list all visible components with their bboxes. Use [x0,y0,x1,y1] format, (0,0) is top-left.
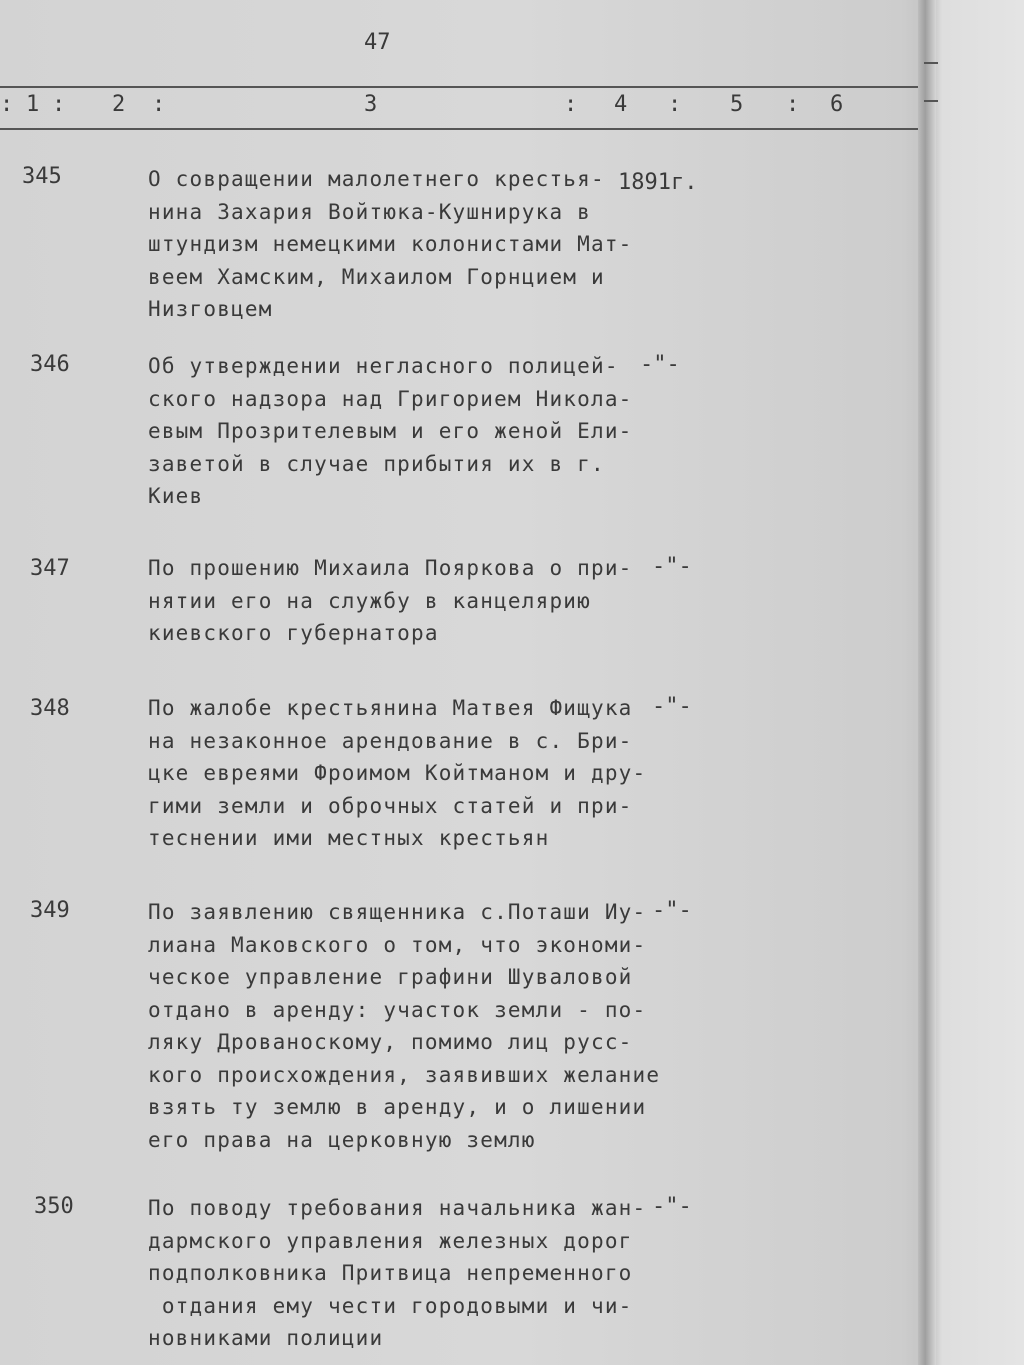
entry-number: 346 [30,352,70,377]
entry-line: Киев [148,484,204,508]
entry-line: гими земли и оброчных статей и при- [148,793,633,818]
entry-line: кого происхождения, заявивших желание [148,1062,661,1087]
col-separator: : [564,92,578,117]
entry-number: 348 [30,696,70,721]
entry-title [148,1192,646,1355]
entry-line: нина Захария Войтюка-Кушнирука в [148,199,591,224]
header-rule-top [0,86,918,88]
entry-number: 350 [34,1194,74,1219]
entry-line: По заявлению священника с.Поташи Иу- [148,900,647,924]
entry-title [148,896,660,1156]
entry-line: веем Хамским, Михаилом Горнцием и [148,264,605,289]
col-separator: : [0,92,14,117]
edge-mark [924,100,938,102]
edge-mark [924,62,938,64]
entry-line: лиана Маковского о том, что экономи- [148,932,647,957]
entry-line: дармского управления железных дорог [148,1228,633,1253]
entry-line: По жалобе крестьянина Матвея Фищука [148,696,633,720]
entry-line: подполковника Притвица непременного [148,1261,633,1285]
entry-line: теснении ими местных крестьян [148,826,550,850]
entry-date: -"- [652,694,692,719]
entry-number: 345 [22,164,62,189]
entry-line: нятии его на службу в канцелярию [148,588,591,613]
entry-line: его права на церковную землю [148,1127,536,1152]
col-separator: : [786,92,800,117]
col-1-label: 1 [26,92,40,117]
entry-title [148,350,633,513]
entry-line: О совращении малолетнего крестья- [148,167,605,191]
entry-date: 1891г. [618,170,698,195]
entry-line: Об утверждении негласного полицей- [148,354,619,378]
entry-line: новниками полиции [148,1326,384,1350]
entry-line: отдано в аренду: участок земли - по- [148,997,647,1022]
entry-line: цке евреями Фроимом Койтманом и дру- [148,761,647,785]
entry-line: взять ту землю в аренду, и о лишении [148,1095,647,1119]
entry-line: штундизм немецкими колонистами Мат- [148,232,633,256]
entry-line: киевского губернатора [148,621,439,645]
entry-line: ляку Дрованоскому, помимо лиц русс- [148,1030,633,1054]
col-4-label: 4 [614,92,628,117]
col-separator: : [52,92,66,117]
entry-line: ческое управление графини Шуваловой [148,965,633,989]
entry-number: 349 [30,898,70,923]
page-number: 47 [364,30,391,55]
entry-title [148,163,633,326]
entry-line: евым Прозрителевым и его женой Ели- [148,419,633,443]
entry-line: ского надзора над Григорием Никола- [148,386,633,411]
entry-title [148,692,646,855]
entry-line: По поводу требования начальника жан- [148,1196,647,1220]
page-edge-shadow [918,0,936,1365]
col-6-label: 6 [830,92,844,117]
entry-number: 347 [30,556,70,581]
entry-line: По прошению Михаила Пояркова о при- [148,556,633,580]
col-2-label: 2 [112,92,126,117]
header-rule-bottom [0,128,918,130]
entry-line: Низговцем [148,297,273,321]
entry-line: на незаконное арендование в с. Бри- [148,728,633,753]
entry-line: заветой в случае прибытия их в г. [148,451,605,476]
col-3-label: 3 [364,92,378,117]
entry-date: -"- [640,352,680,377]
col-separator: : [152,92,166,117]
col-5-label: 5 [730,92,744,117]
entry-date: -"- [652,554,692,579]
col-separator: : [668,92,682,117]
entry-date: -"- [652,898,692,923]
entry-date: -"- [652,1194,692,1219]
entry-line: отдания ему чести городовыми и чи- [148,1293,633,1318]
entry-title [148,552,633,650]
